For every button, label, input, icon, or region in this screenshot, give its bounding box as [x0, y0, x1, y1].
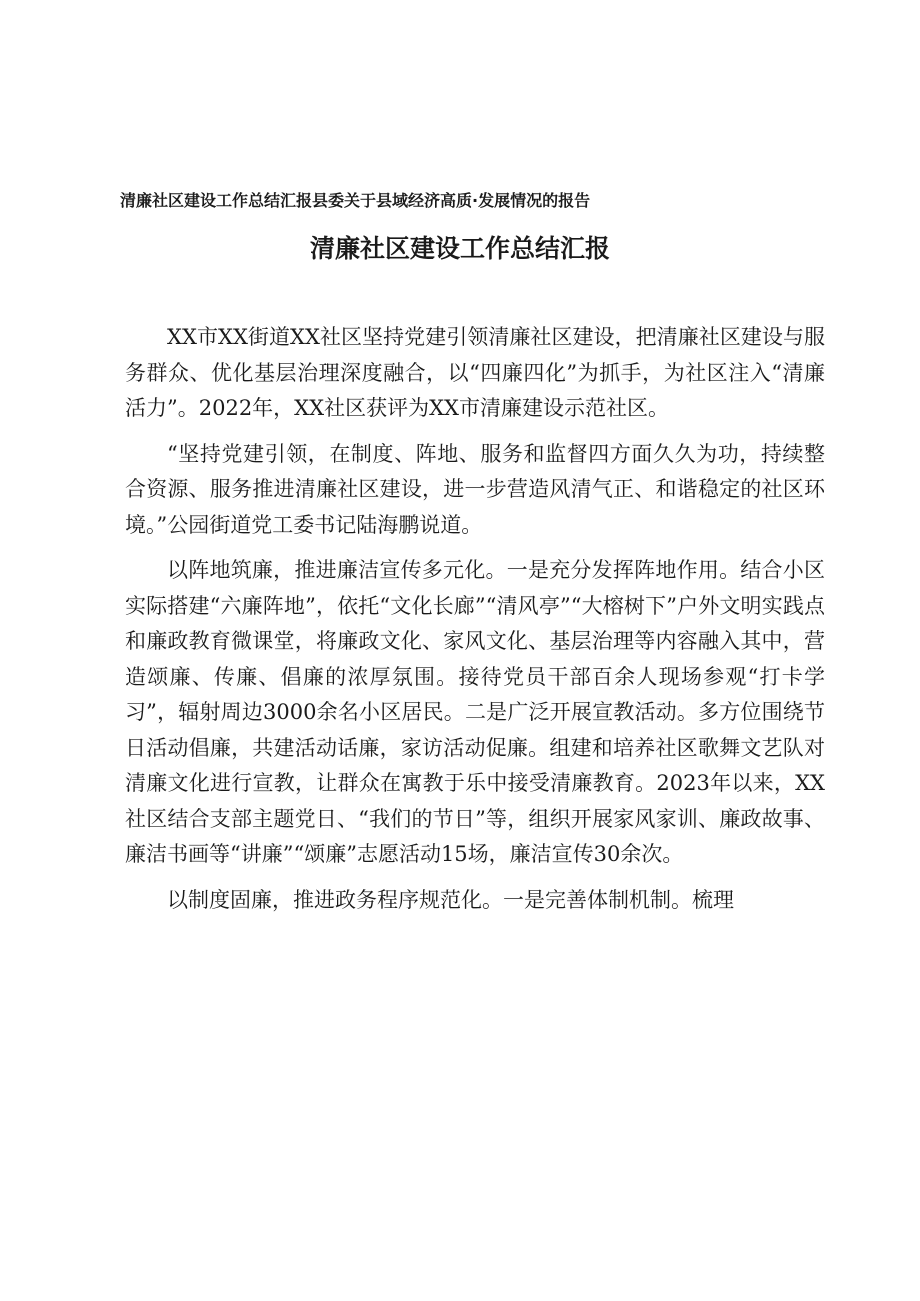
document-body — [125, 320, 825, 928]
body-paragraph-4: 以制度固廉，推进政务程序规范化。一是完善体制机制。梳理 — [167, 887, 734, 912]
body-paragraph-1: XX市XX街道XX社区坚持党建引领清廉社区建设，把清廉社区建设与服务群众、优化基层治理深度融合，以“四廉四化”为抓手，为社区注入“清廉活力”。2022年，XX社区获评为XX市清廉建设示范社区。 — [125, 325, 825, 420]
body-paragraph-3: 以阵地筑廉，推进廉洁宣传多元化。一是充分发挥阵地作用。结合小区实际搭建“六廉阵地”，依托“文化长廊”“清风亭”“大榕树下”户外文明实践点和廉政教育微课堂，将廉政文化、家风文化、基层治理等内容融入其中，营造颂廉、传廉、倡廉的浓厚氛围。接待党员干部百余人现场参观“打卡学习”，辐射周边3000余名小区居民。二是广泛开展宣教活动。多方位围绕节日活动倡廉，共建活动话廉，家访活动促廉。组建和培养社区歌舞文艺队对清廉文化进行宣教，让群众在寓教于乐中接受清廉教育。2023年以来，XX社区结合支部主题党日、“我们的节日”等，组织开展家风家训、廉政故事、廉洁书画等“讲廉”“颂廉”志愿活动15场，廉洁宣传30余次。 — [125, 558, 825, 866]
document-title: 清廉社区建设工作总结汇报 — [309, 234, 610, 263]
document-header-line: 清廉社区建设工作总结汇报县委关于县域经济高质·发展情况的报告 — [120, 191, 591, 210]
body-paragraph-2: “坚持党建引领，在制度、阵地、服务和监督四方面久久为功，持续整合资源、服务推进清廉社区建设，进一步营造风清气正、和谐稳定的社区环境。”公园街道党工委书记陆海鹏说道。 — [125, 441, 825, 537]
